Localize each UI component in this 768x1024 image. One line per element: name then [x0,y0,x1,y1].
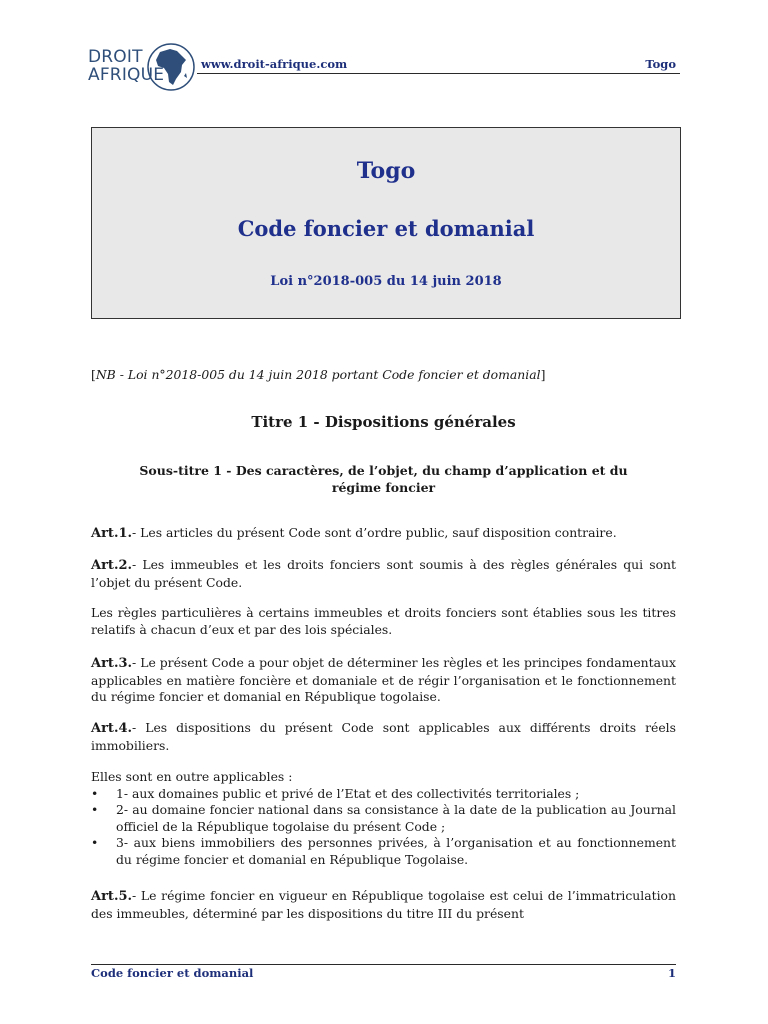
document-law-reference: Loi n°2018-005 du 14 juin 2018 [270,274,502,289]
footer-document-title: Code foncier et domanial [91,966,254,980]
header-website-link[interactable]: www.droit-afrique.com [201,57,348,71]
article-1-label: Art.1. [91,526,133,541]
nb-text: NB - Loi n°2018-005 du 14 juin 2018 portant Code foncier et domanial [95,367,541,382]
article-3 [91,655,676,706]
article-4-text: - Les dispositions du présent Code sont applicables aux différents droits réels immobiliers. [91,720,676,753]
droit-afrique-logo[interactable] [88,38,196,100]
article-3-text: - Le présent Code a pour objet de déterminer les règles et les principes fondamentaux applicables en matière foncière et domaniale et de régir l’organisation et le fonctionnement du régime foncier et domanial en République togolaise. [91,655,676,704]
article-5 [91,888,676,922]
nb-close-bracket: ] [540,367,546,382]
list-item: • 1- aux domaines public et privé de l’Etat et des collectivités territoriales ; [91,786,676,803]
nb-open-bracket: [ [91,367,96,382]
article-4-intro: Elles sont en outre applicables : [91,769,293,784]
document-country: Togo [356,158,416,184]
footer-divider [91,964,676,965]
article-4-label: Art.4. [91,721,133,736]
article-2-text: - Les immeubles et les droits fonciers sont soumis à des règles générales qui sont l’objet du présent Code. [91,557,676,590]
title-box [91,127,681,319]
section-title: Titre 1 - Dispositions générales [251,413,516,431]
article-4-list-block [91,769,676,868]
logo-line2: AFRIQUE [88,65,165,85]
article-5-text: - Le régime foncier en vigueur en République togolaise est celui de l’immatriculation des immeubles, déterminé par les dispositions du titre III du présent [91,888,676,921]
header-country: Togo [645,57,676,71]
logo-line1: DROIT [88,47,143,67]
document-title: Code foncier et domanial [237,216,535,241]
africa-globe-icon [146,38,196,96]
list-item: • 3- aux biens immobiliers des personnes privées, à l’organisation et au fonctionnement du régime foncier et domanial en République Togolaise. [91,835,676,868]
article-2-paragraph-2: Les règles particulières à certains immeubles et droits fonciers sont établies sous les titres relatifs à chacun d’eux et par des lois spéciales. [91,605,676,637]
article-3-label: Art.3. [91,656,133,671]
article-5-label: Art.5. [91,889,133,904]
article-4 [91,720,676,754]
page-number: 1 [667,966,676,980]
nb-note [91,367,676,384]
subsection-title: Sous-titre 1 - Des caractères, de l’objet, du champ d’application et du régime foncier [139,463,628,495]
list-item: • 2- au domaine foncier national dans sa consistance à la date de la publication au Journal officiel de la République togolaise du présent Code ; [91,802,676,835]
article-1-text: - Les articles du présent Code sont d’ordre public, sauf disposition contraire. [132,525,617,540]
article-4-bullet-list [91,786,676,869]
article-2-label: Art.2. [91,558,133,573]
article-1 [91,525,676,543]
header-divider [197,73,680,74]
article-2 [91,557,676,591]
